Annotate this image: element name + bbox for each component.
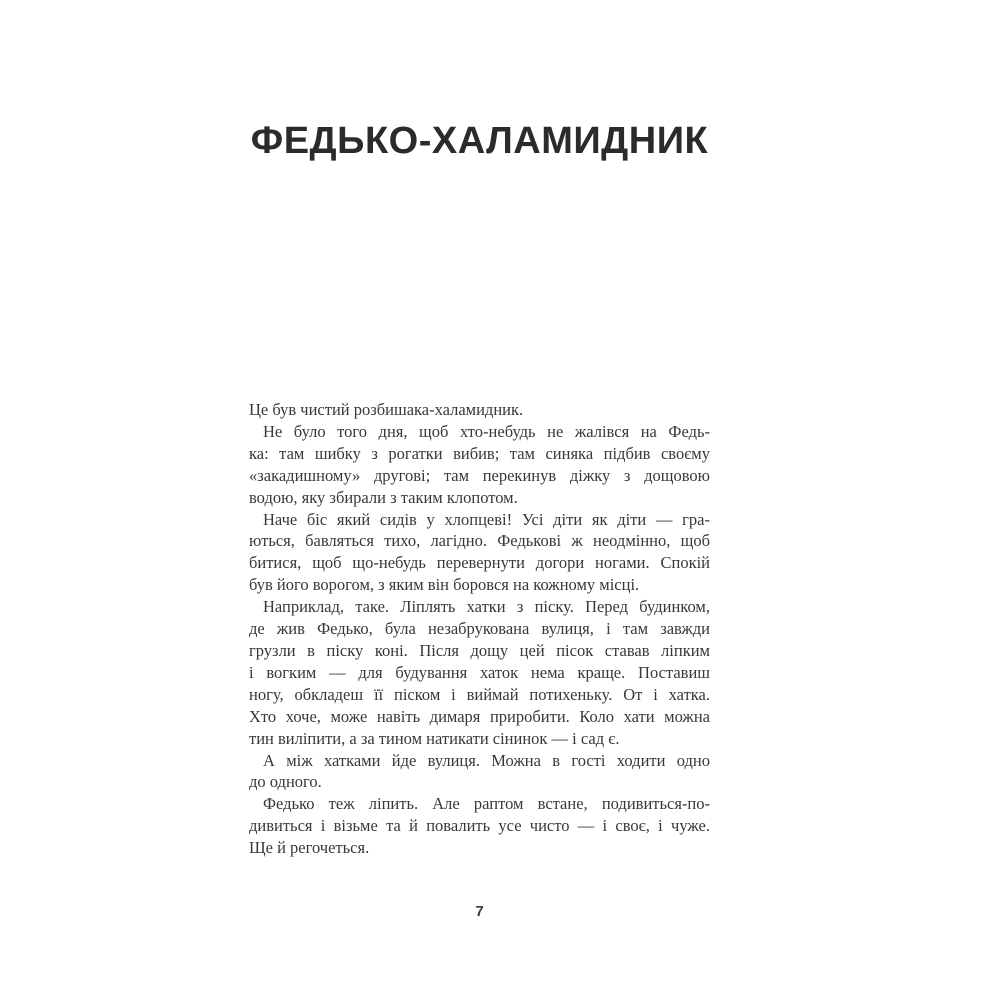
text-line: грузли в піску коні. Після дощу цей пісок ставав ліпким <box>249 640 710 660</box>
text-line: Ще й регочеться. <box>249 838 370 858</box>
text-line: «закадишному» другові; там перекинув діжку з дощовою <box>249 465 710 485</box>
text-line: ногу, обкладеш її піском і виймай потихеньку. От і хатка. <box>249 684 710 704</box>
text-line: Наприклад, таке. Ліплять хатки з піску. Перед будинком, <box>263 597 710 617</box>
paragraph <box>249 596 710 749</box>
text-line: і вогким — для будування хаток нема краще. Поставиш <box>249 662 710 682</box>
text-line: водою, яку збирали з таким клопотом. <box>249 487 518 507</box>
text-line: Не було того дня, щоб хто-небудь не жалівся на Федь- <box>263 421 710 441</box>
text-line: А між хатками йде вулиця. Можна в гості ходити одно <box>263 750 710 770</box>
paragraph <box>249 421 710 509</box>
paragraph <box>249 750 710 794</box>
text-line: Хто хоче, може навіть димаря приробити. Коло хати можна <box>249 706 710 726</box>
text-line: ка: там шибку з рогатки вибив; там синяка підбив своєму <box>249 443 710 463</box>
text-line: де жив Федько, була незабрукована вулиця, і там завжди <box>249 619 710 639</box>
paragraph <box>249 399 710 421</box>
text-line: ються, бавляться тихо, лагідно. Федькові ж неодмінно, щоб <box>249 531 710 551</box>
text-line: Це був чистий розбишака-халамидник. <box>249 400 524 419</box>
text-line: Наче біс який сидів у хлопцеві! Усі діти як діти — гра- <box>263 509 710 529</box>
text-line: тин виліпити, а за тином натикати сінинок — і сад є. <box>249 728 620 748</box>
text-line: Федько теж ліпить. Але раптом встане, подивиться-по- <box>263 794 710 814</box>
page-title: ФЕДЬКО-ХАЛАМИДНИК <box>250 120 709 163</box>
text-line: дивиться і візьме та й повалить усе чисто — і своє, і чуже. <box>249 816 710 836</box>
page-number: 7 <box>475 903 484 920</box>
paragraph <box>249 793 710 859</box>
text-line: битися, щоб що-небудь перевернути догори ногами. Спокій <box>249 553 710 573</box>
paragraph <box>249 509 710 597</box>
text-line: до одного. <box>249 772 322 792</box>
text-line: був його ворогом, з яким він боровся на кожному місці. <box>249 575 640 595</box>
body-text <box>249 399 710 859</box>
